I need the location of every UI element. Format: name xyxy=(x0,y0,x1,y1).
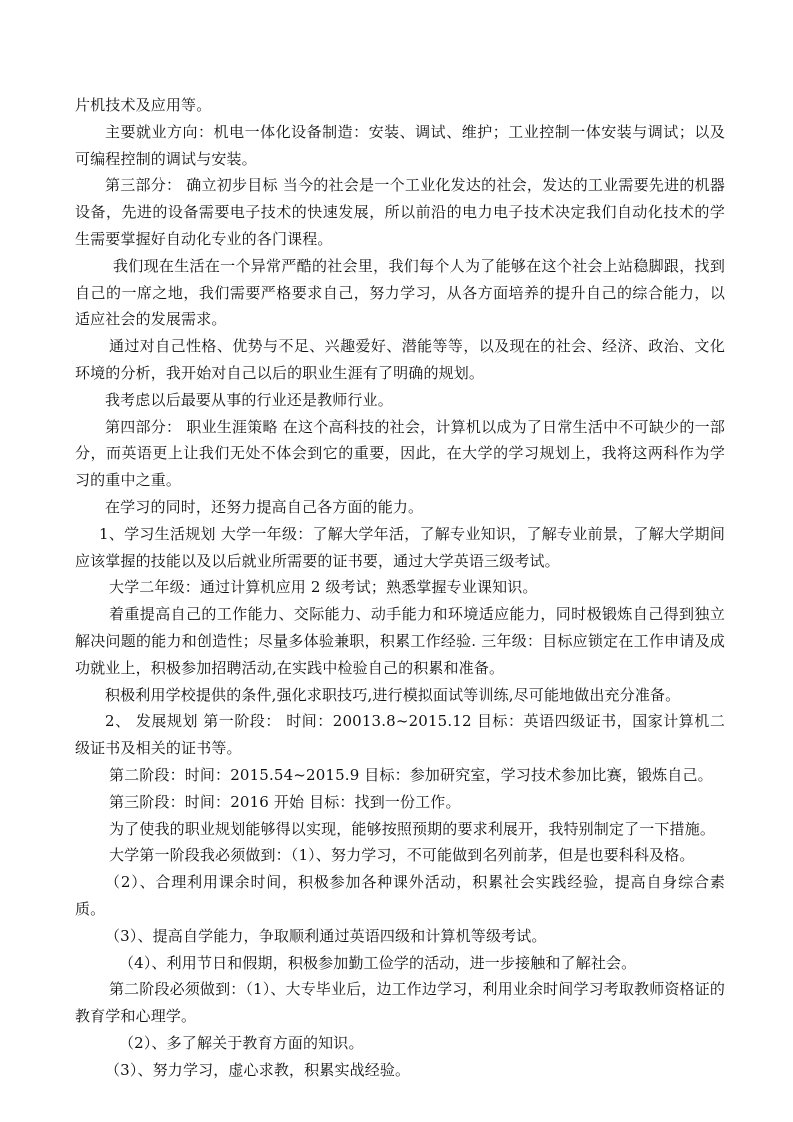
paragraph: （3）、提高自学能力，争取顺利通过英语四级和计算机等级考试。 xyxy=(105,926,547,945)
paragraph: 1、学习生活规划 大学一年级：了解大学年活，了解专业知识，了解专业前景，了解大学期间应该掌握的技能以及以后就业所需要的证书要，通过大学英语三级考试。 xyxy=(75,524,725,570)
paragraph: 第四部分： 职业生涯策略 在这个高科技的社会，计算机以成为了日常生活中不可缺少的一部分，而英语更上让我们无处不体会到它的重要，因此，在大学的学习规划上，我将这两科作为学习的重中之重。 xyxy=(75,417,725,490)
paragraph: 积极利用学校提供的条件,强化求职技巧,进行模拟面试等训练,尽可能地做出充分准备。 xyxy=(105,685,681,704)
paragraph: 大学二年级：通过计算机应用 2 级考试；熟悉掌握专业课知识。 xyxy=(109,578,538,597)
paragraph: （4）、利用节日和假期，积极参加勤工俭学的活动，进一步接触和了解社会。 xyxy=(119,953,637,972)
paragraph: 主要就业方向：机电一体化设备制造：安装、调试、维护；工业控制一体安装与调试；以及可编程控制的调试与安装。 xyxy=(75,122,725,168)
paragraph: （2）、多了解关于教育方面的知识。 xyxy=(119,1033,364,1052)
paragraph: 第三部分： 确立初步目标 当今的社会是一个工业化发达的社会，发达的工业需要先进的机器设备，先进的设备需要电子技术的快速发展，所以前沿的电力电子技术决定我们自动化技术的学生需要掌握好自动化专业的各门课程。 xyxy=(75,176,725,248)
paragraph: 我们现在生活在一个异常严酷的社会里，我们每个人为了能够在这个社会上站稳脚跟，找到自己的一席之地，我们需要严格要求自己，努力学习，从各方面培养的提升自己的综合能力，以适应社会的发展需求。 xyxy=(75,256,725,329)
paragraph: 通过对自己性格、优势与不足、兴趣爱好、潜能等等，以及现在的社会、经济、政治、文化环境的分析，我开始对自己以后的职业生涯有了明确的规划。 xyxy=(75,337,725,382)
paragraph: 着重提高自己的工作能力、交际能力、动手能力和环境适应能力，同时极锻炼自己得到独立解决问题的能力和创造性；尽量多体验兼职，积累工作经验. 三年级：目标应锁定在工作申请及成功就业上，积极参加招聘活动,在实践中检验自己的积累和准备。 xyxy=(75,605,725,677)
paragraph: （3）、努力学习，虚心求教，积累实战经验。 xyxy=(105,1060,411,1079)
paragraph: 在学习的同时，还努力提高自己各方面的能力。 xyxy=(105,497,424,516)
paragraph: 第二阶段：时间：2015.54~2015.9 目标：参加研究室，学习技术参加比赛，锻炼自己。 xyxy=(109,765,713,784)
document-body xyxy=(75,92,725,1083)
paragraph: 片机技术及应用等。 xyxy=(75,96,212,114)
paragraph: 第三阶段：时间：2016 开始 目标：找到一份工作。 xyxy=(109,792,461,811)
paragraph: 大学第一阶段我必须做到：（1）、努力学习，不可能做到名列前茅，但是也要科科及格。 xyxy=(109,846,695,865)
paragraph: 第二阶段必须做到：（1）、大专毕业后，边工作边学习，利用业余时间学习考取教师资格证的教育学和心理学。 xyxy=(75,980,725,1026)
paragraph: 为了使我的职业规划能够得以实现，能够按照预期的要求利展开，我特别制定了一下措施。 xyxy=(109,819,716,838)
paragraph: 2、 发展规划 第一阶段： 时间：20013.8~2015.12 目标：英语四级证书，国家计算机二级证书及相关的证书等。 xyxy=(75,712,725,758)
paragraph: 我考虑以后最要从事的行业还是教师行业。 xyxy=(105,390,393,409)
paragraph: （2）、合理利用课余时间，积极参加各种课外活动，积累社会实践经验，提高自身综合素质。 xyxy=(75,873,725,918)
